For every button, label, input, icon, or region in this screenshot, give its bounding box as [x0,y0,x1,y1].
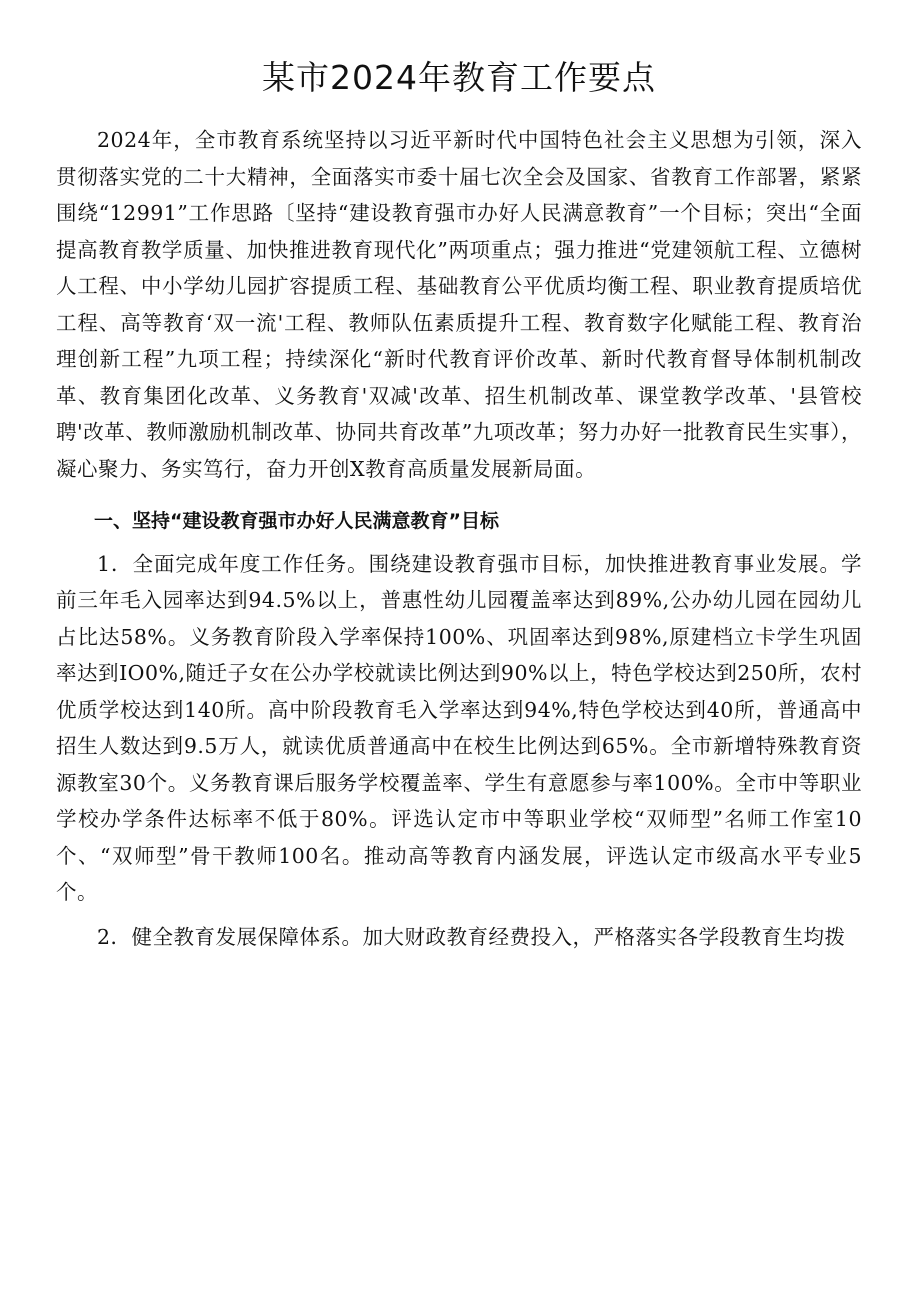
list-item: 2．健全教育发展保障体系。加大财政教育经费投入，严格落实各学段教育生均拨 [97,924,846,949]
section-heading-1: 一、坚持“建设教育强市办好人民满意教育”目标 [94,510,499,532]
document-title: 某市2024年教育工作要点 [262,58,656,97]
document-page [56,58,862,961]
intro-paragraph: 2024年，全市教育系统坚持以习近平新时代中国特色社会主义思想为引领，深入贯彻落实党的二十大精神，全面落实市委十届七次全会及国家、省教育工作部署，紧紧围绕“12991”工作思路〔坚持“建设教育强市办好人民满意教育”一个目标；突出“全面提高教育教学质量、加快推进教育现代化”两项重点；强力推进“党建领航工程、立德树人工程、中小学幼儿园扩容提质工程、基础教育公平优质均衡工程、职业教育提质培优工程、高等教育‘双一流'工程、教师队伍素质提升工程、教育数字化赋能工程、教育治理创新工程”九项工程；持续深化“新时代教育评价改革、新时代教育督导体制机制改革、教育集团化改革、义务教育'双减'改革、招生机制改革、课堂教学改革、'县管校聘'改革、教师激励机制改革、协同共育改革”九项改革；努力办好一批教育民生实事），凝心聚力、务实笃行，奋力开创X教育高质量发展新局面。 [56,128,862,481]
list-item: 1．全面完成年度工作任务。围绕建设教育强市目标，加快推进教育事业发展。学前三年毛入园率达到94.5%以上，普惠性幼儿园覆盖率达到89%,公办幼儿园在园幼儿占比达58%。义务教育阶段入学率保持100%、巩固率达到98%,原建档立卡学生巩固率达到IO0%,随迁子女在公办学校就读比例达到90%以上，特色学校达到250所，农村优质学校达到140所。高中阶段教育毛入学率达到94%,特色学校达到40所，普通高中招生人数达到9.5万人，就读优质普通高中在校生比例达到65%。全市新增特殊教育资源教室30个。义务教育课后服务学校覆盖率、学生有意愿参与率100%。全市中等职业学校办学条件达标率不低于80%。评选认定市中等职业学校“双师型”名师工作室10个、“双师型”骨干教师100名。推动高等教育内涵发展，评选认定市级高水平专业5个。 [56,551,862,904]
